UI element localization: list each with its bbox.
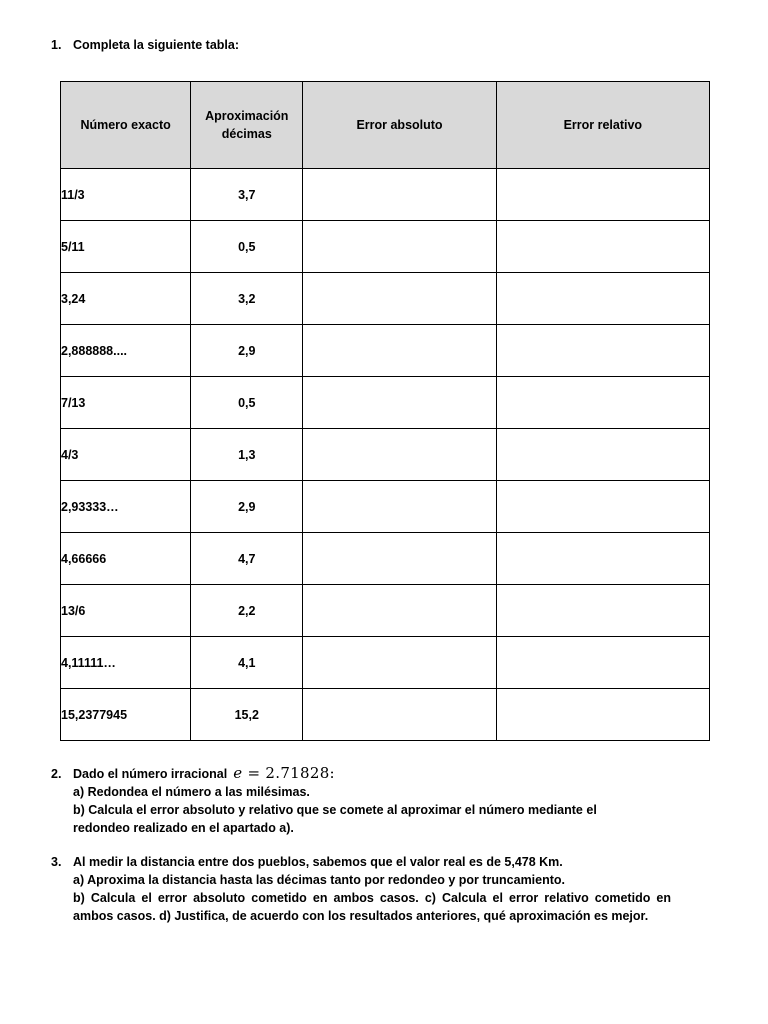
cell-abs-error[interactable] bbox=[303, 325, 496, 377]
table-row bbox=[61, 533, 710, 585]
part-a: a) Redondea el número a las milésimas. bbox=[73, 785, 310, 799]
table-row bbox=[61, 325, 710, 377]
header-exact: Número exacto bbox=[61, 82, 191, 169]
header-approx-line1: Aproximación bbox=[205, 109, 289, 123]
parts-bcd: b) Calcula el error absoluto cometido en ambos casos. c) Calcula el error relativo cometido en ambos casos. d) Justifica, de acuerdo con los resultados anteriores, qué aproximación es mejor. bbox=[73, 891, 671, 923]
question-3 bbox=[51, 853, 671, 925]
question-intro: Al medir la distancia entre dos pueblos, sabemos que el valor real es de 5,478 Km. bbox=[73, 855, 563, 869]
cell-exact: 15,2377945 bbox=[61, 689, 191, 741]
math-value: = 2.71828: bbox=[242, 764, 335, 782]
cell-rel-error[interactable] bbox=[496, 585, 709, 637]
question-text: Completa la siguiente tabla: bbox=[73, 38, 240, 52]
cell-abs-error[interactable] bbox=[303, 533, 496, 585]
cell-abs-error[interactable] bbox=[303, 377, 496, 429]
cell-rel-error[interactable] bbox=[496, 325, 709, 377]
cell-exact: 4,66666 bbox=[61, 533, 191, 585]
cell-abs-error[interactable] bbox=[303, 169, 496, 221]
cell-abs-error[interactable] bbox=[303, 273, 496, 325]
cell-rel-error[interactable] bbox=[496, 481, 709, 533]
cell-exact: 11/3 bbox=[61, 169, 191, 221]
question-1 bbox=[51, 38, 239, 52]
cell-abs-error[interactable] bbox=[303, 221, 496, 273]
math-expression bbox=[233, 764, 335, 782]
cell-exact: 2,93333… bbox=[61, 481, 191, 533]
cell-exact: 4,11111… bbox=[61, 637, 191, 689]
header-approx-line2: décimas bbox=[221, 127, 272, 141]
table-row bbox=[61, 273, 710, 325]
part-b-line1: b) Calcula el error absoluto y relativo que se comete al aproximar el número mediante el bbox=[73, 803, 597, 817]
cell-exact: 3,24 bbox=[61, 273, 191, 325]
table-header-row bbox=[61, 82, 710, 169]
cell-approx: 2,2 bbox=[191, 585, 303, 637]
table-row bbox=[61, 169, 710, 221]
header-abs-error: Error absoluto bbox=[303, 82, 496, 169]
cell-approx: 2,9 bbox=[191, 325, 303, 377]
cell-rel-error[interactable] bbox=[496, 377, 709, 429]
cell-approx: 0,5 bbox=[191, 221, 303, 273]
cell-rel-error[interactable] bbox=[496, 221, 709, 273]
cell-approx: 4,7 bbox=[191, 533, 303, 585]
cell-approx: 3,2 bbox=[191, 273, 303, 325]
question-intro: Dado el número irracional bbox=[73, 767, 228, 781]
cell-approx: 3,7 bbox=[191, 169, 303, 221]
cell-exact: 2,888888.... bbox=[61, 325, 191, 377]
cell-abs-error[interactable] bbox=[303, 429, 496, 481]
cell-approx: 4,1 bbox=[191, 637, 303, 689]
cell-approx: 15,2 bbox=[191, 689, 303, 741]
cell-abs-error[interactable] bbox=[303, 481, 496, 533]
table-row bbox=[61, 377, 710, 429]
table-row bbox=[61, 481, 710, 533]
cell-abs-error[interactable] bbox=[303, 689, 496, 741]
cell-rel-error[interactable] bbox=[496, 689, 709, 741]
table-row bbox=[61, 221, 710, 273]
cell-abs-error[interactable] bbox=[303, 637, 496, 689]
math-variable: e bbox=[233, 764, 243, 782]
cell-rel-error[interactable] bbox=[496, 637, 709, 689]
part-a: a) Aproxima la distancia hasta las décimas tanto por redondeo y por truncamiento. bbox=[73, 873, 566, 887]
cell-rel-error[interactable] bbox=[496, 273, 709, 325]
cell-exact: 13/6 bbox=[61, 585, 191, 637]
table-row bbox=[61, 429, 710, 481]
table-row bbox=[61, 689, 710, 741]
table-row bbox=[61, 585, 710, 637]
question-number: 3. bbox=[51, 855, 62, 869]
cell-rel-error[interactable] bbox=[496, 169, 709, 221]
cell-exact: 7/13 bbox=[61, 377, 191, 429]
part-b-line2: redondeo realizado en el apartado a). bbox=[73, 821, 294, 835]
cell-approx: 0,5 bbox=[191, 377, 303, 429]
cell-approx: 2,9 bbox=[191, 481, 303, 533]
question-number: 1. bbox=[51, 38, 62, 52]
table-row bbox=[61, 637, 710, 689]
cell-exact: 4/3 bbox=[61, 429, 191, 481]
cell-rel-error[interactable] bbox=[496, 429, 709, 481]
header-approx bbox=[191, 82, 303, 169]
error-table bbox=[60, 81, 710, 741]
cell-abs-error[interactable] bbox=[303, 585, 496, 637]
cell-approx: 1,3 bbox=[191, 429, 303, 481]
question-number: 2. bbox=[51, 767, 62, 781]
header-rel-error: Error relativo bbox=[496, 82, 709, 169]
cell-rel-error[interactable] bbox=[496, 533, 709, 585]
question-2 bbox=[51, 764, 671, 837]
cell-exact: 5/11 bbox=[61, 221, 191, 273]
